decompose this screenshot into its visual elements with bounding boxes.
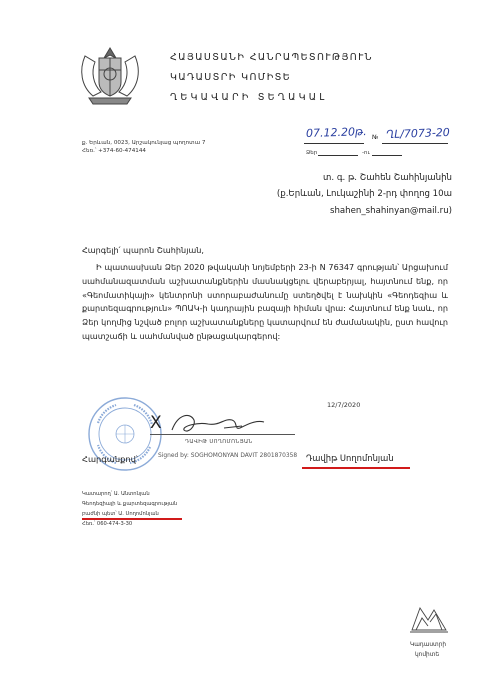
signature-date: 12/7/2020 <box>327 401 361 409</box>
handwritten-number: ՂԼ/7073-20 <box>385 125 451 142</box>
your-ref-line <box>318 155 358 156</box>
header-line-2: ԿԱԴԱՍՏՐԻ ԿՈՄԻՏԵ <box>170 72 292 83</box>
sender-address: ք. Երևան, 0023, Արշակունյաց պողոտա 7 <box>82 140 206 146</box>
signatory-caption: ԴԱՎԻԹ ՍՈՂՈՄՈՆՅԱՆ <box>185 439 253 445</box>
from-label: -ու <box>362 150 370 156</box>
executor-line-1: Կատարող՝ Ա. Անտոնյան <box>82 491 150 497</box>
closing-phrase: Հարգանքով՝ <box>82 454 138 464</box>
signer-name: Դավիթ Սողոմոնյան <box>306 453 394 463</box>
executor-red-underline <box>82 518 182 520</box>
executor-line-2: Գեոդեզիայի և քարտեզագրության <box>82 501 178 507</box>
signer-red-underline <box>302 467 410 469</box>
cadastre-label-2: կոմիտե <box>415 652 440 658</box>
header-line-3: ՂԵԿԱՎԱՐԻ ՏԵՂԱԿԱԼ <box>170 92 328 103</box>
number-line <box>382 143 448 144</box>
cadastre-logo-icon <box>408 602 450 636</box>
executor-line-3: բաժնի պետ՝ Ա. Սողոմոնյան <box>82 511 159 517</box>
recipient-name: տ. գ. թ. Շահեն Շահինյանին <box>323 173 452 183</box>
signature-x-mark: X <box>150 413 162 433</box>
signature-line <box>150 434 295 435</box>
from-line <box>372 155 402 156</box>
recipient-address: (ք.Երևան, Լուկաշինի 2-րդ փողոց 10ա <box>276 189 452 199</box>
recipient-email: shahen_shahinyan@mail.ru) <box>329 206 452 216</box>
number-label: № <box>372 134 379 141</box>
executor-phone: Հեռ.՝ 060-474-3-30 <box>82 521 133 527</box>
digital-signed-by: Signed by: SOGHOMONYAN DAVIT 2801870358 <box>158 453 298 459</box>
salutation: Հարգելի՛ պարոն Շահինյան, <box>82 245 204 255</box>
body-paragraph: Ի պատասխան Ձեր 2020 թվականի նոյեմբերի 23-ի N 76347 գրության՝ Արցախում սահմանազատման աշխատանքներին մասնակցելու վերաբերյալ, հայտնում ենք, որ «Գեոմատիկայի» կենտրոնի ստորաբաժանումը ստեղծվել է նախկին «Գեոդեզիա և քարտեզագրություն» ՊՈԱԿ-ի կադրային բազայի հիման վրա: Հայտնում ենք նաև, որ Ձեր կողմից նշված բոլոր աշխատանքները կատարվում են ժամանակին, ըստ հավուր պատշաճի և սահմանված ընթացակարգերով: <box>82 262 448 341</box>
handwritten-signature-icon <box>168 408 268 440</box>
your-ref-label: Ձեր <box>306 150 318 156</box>
handwritten-date: 07.12.20թ. <box>305 124 367 141</box>
sender-phone: Հեռ.՝ +374-60-474144 <box>82 148 146 154</box>
coat-of-arms-icon <box>75 42 145 106</box>
cadastre-label-1: Կադաստրի <box>410 642 447 648</box>
header-line-1: ՀԱՅԱՍՏԱՆԻ ՀԱՆՐԱՊԵՏՈՒԹՅՈՒՆ <box>170 52 373 63</box>
date-line <box>304 143 364 144</box>
